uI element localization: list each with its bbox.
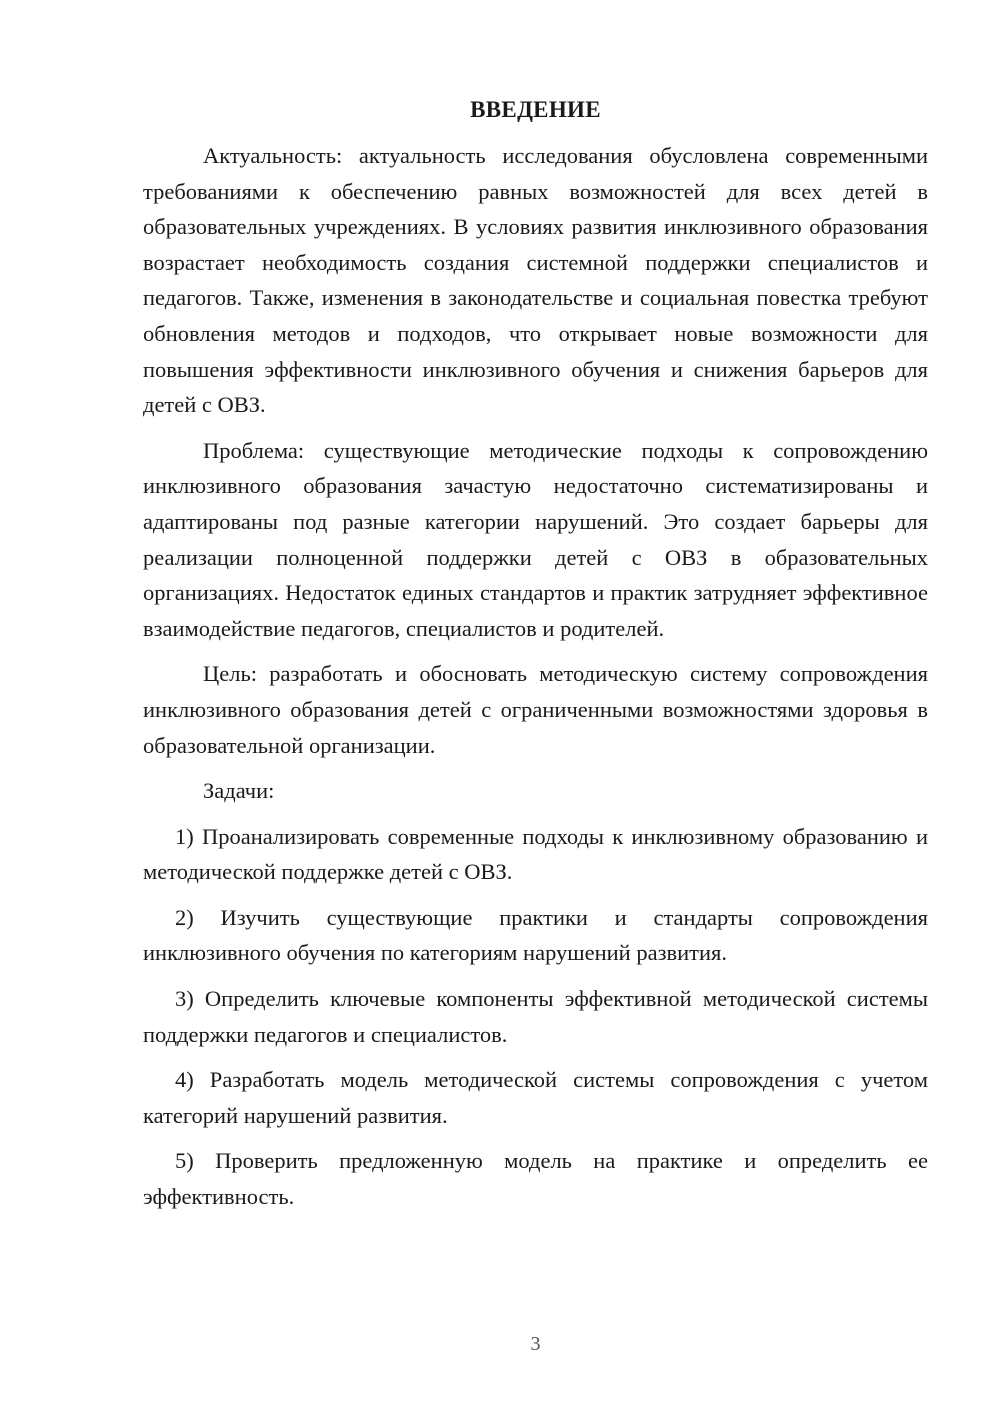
problem-paragraph: Проблема: существующие методические подходы к сопровождению инклюзивного образования зачастую недостаточно систематизированы и адаптированы под разные категории нарушений. Это создает барьеры для реализации полноценной поддержки детей с ОВЗ в образовательных организациях. Недостаток единых стандартов и практик затрудняет эффективное взаимодействие педагогов, специалистов и родителей. <box>143 437 928 641</box>
document-page <box>143 92 928 1225</box>
goal-paragraph: Цель: разработать и обосновать методическую систему сопровождения инклюзивного образования детей с ограниченными возможностями здоровья в образовательной организации. <box>143 661 928 758</box>
tasks-heading: Задачи: <box>203 778 275 804</box>
page-title: ВВЕДЕНИЕ <box>470 97 601 122</box>
task-item-2: 2) Изучить существующие практики и стандарты сопровождения инклюзивного обучения по категориям нарушений развития. <box>143 904 928 966</box>
relevance-paragraph: Актуальность: актуальность исследования обусловлена современными требованиями к обеспечению равных возможностей для всех детей в образовательных учреждениях. В условиях развития инклюзивного образования возрастает необходимость создания системной поддержки специалистов и педагогов. Также, изменения в законодательстве и социальная повестка требуют обновления методов и подходов, что открывает новые возможности для повышения эффективности инклюзивного обучения и снижения барьеров для детей с ОВЗ. <box>143 143 928 418</box>
page-number: 3 <box>530 1333 541 1355</box>
task-item-1: 1) Проанализировать современные подходы к инклюзивному образованию и методической поддержке детей с ОВЗ. <box>143 823 928 885</box>
task-item-3: 3) Определить ключевые компоненты эффективной методической системы поддержки педагогов и специалистов. <box>143 986 928 1047</box>
task-item-4: 4) Разработать модель методической системы сопровождения с учетом категорий нарушений развития. <box>143 1067 928 1128</box>
tasks-list <box>143 819 928 1215</box>
task-item-5: 5) Проверить предложенную модель на практике и определить ее эффективность. <box>143 1148 928 1210</box>
